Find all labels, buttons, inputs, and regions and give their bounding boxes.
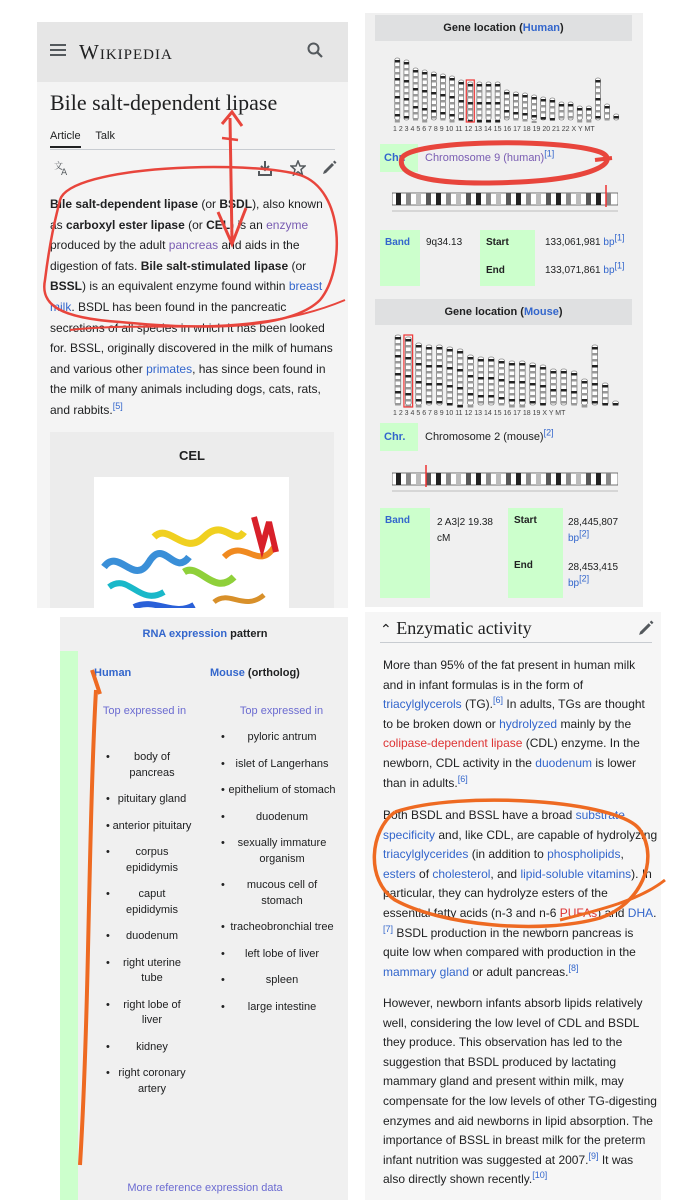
chromosome-ideogram — [447, 347, 453, 406]
wikipedia-logo[interactable]: Wikipedia — [79, 40, 173, 64]
link-bp[interactable]: bp — [603, 237, 615, 248]
band-segment — [446, 473, 451, 485]
reference-link[interactable]: [1] — [614, 260, 625, 271]
tissue-list-item: • pyloric antrum — [227, 730, 337, 746]
chromosome-ideogram — [395, 58, 400, 123]
link-bp[interactable]: bp — [603, 265, 615, 276]
band-segment — [516, 473, 521, 485]
link-primates[interactable]: primates — [146, 361, 193, 376]
text: , — [620, 847, 624, 862]
band-segment — [536, 193, 541, 205]
ortholog-text: (ortholog) — [244, 667, 300, 679]
chromosome-ideogram — [561, 369, 567, 405]
page-title: Bile salt-dependent lipase — [50, 90, 278, 115]
search-icon[interactable] — [307, 42, 323, 58]
link-duodenum[interactable]: duodenum — [535, 755, 593, 770]
band-segment — [536, 473, 541, 485]
text: (CDL) enzyme. In the newborn, CDL activity in the — [383, 736, 640, 770]
mouse-band-ideogram[interactable] — [392, 463, 618, 501]
band-segment — [556, 193, 561, 205]
link-rna-expression[interactable]: RNA expression — [142, 628, 228, 640]
text: , and — [490, 866, 521, 881]
band-label: Band — [385, 237, 410, 248]
link-mammary-gland[interactable]: mammary gland — [383, 964, 470, 979]
band-segment — [586, 193, 591, 205]
green-side-bar — [60, 651, 78, 1200]
text: In adults, TGs are thought to be broken down or — [383, 697, 645, 731]
header-text: ) — [558, 306, 563, 318]
more-expression-data-link[interactable]: More reference expression data — [127, 1182, 283, 1194]
text: produced by the adult — [50, 238, 169, 253]
end-value — [568, 560, 623, 592]
human-band-ideogram[interactable] — [392, 183, 618, 221]
reference-link[interactable]: [2] — [579, 573, 590, 584]
band-segment — [526, 193, 531, 205]
header-bar — [37, 22, 348, 82]
link-dha[interactable]: DHA — [627, 905, 654, 920]
text: ) and — [597, 905, 628, 920]
chromosome-ideogram — [540, 365, 546, 406]
edit-pencil-icon[interactable] — [322, 160, 337, 175]
band-segment — [396, 473, 401, 485]
band-segment — [456, 193, 461, 205]
link-cholesterol[interactable]: cholesterol — [432, 866, 491, 881]
chromosome-ideogram — [466, 80, 474, 123]
chromosome-ideogram — [459, 80, 464, 121]
tissue-list-item: • pituitary gland — [112, 792, 192, 808]
band-segment — [456, 473, 461, 485]
chromosome-ideogram — [431, 72, 436, 120]
chromosome-ideogram — [468, 355, 474, 408]
chromosome-ideogram — [440, 74, 445, 121]
text: (in addition to — [468, 847, 548, 862]
term-bssl: Bile salt-stimulated lipase — [140, 258, 289, 273]
text: (or — [198, 197, 220, 211]
tab-article[interactable]: Article — [50, 130, 81, 148]
text: ) is an equivalent enzyme found within — [82, 279, 289, 294]
start-value — [545, 232, 625, 248]
chromosome-ideogram — [602, 383, 608, 406]
tissue-list-item: • anterior pituitary — [112, 819, 192, 835]
text: (TG). — [461, 697, 494, 712]
protein-structure-image[interactable] — [94, 477, 289, 608]
mouse-chromosome-numbers: 1 2 3 4 5 6 7 8 9 10 11 12 13 14 15 16 17 18 19 X Y MT — [393, 410, 566, 417]
band-segment — [496, 193, 501, 205]
band-segment — [446, 193, 451, 205]
chromosome-ideogram — [486, 82, 491, 123]
band-segment — [576, 193, 581, 205]
gene-location-panel — [365, 13, 643, 607]
reference-link[interactable]: [6] — [493, 695, 504, 706]
download-icon[interactable] — [258, 160, 272, 176]
tissue-list-item: • caput epididymis — [112, 887, 192, 918]
header-text: Gene location ( — [444, 306, 524, 318]
section-heading[interactable] — [380, 618, 532, 639]
link-lipid-soluble-vitamins[interactable]: lipid-soluble vitamins — [520, 866, 632, 881]
chromosome-ideogram — [595, 78, 600, 120]
band-segment — [496, 473, 501, 485]
link-colipase-dependent-lipase[interactable]: colipase-dependent lipase — [383, 736, 523, 751]
link-human[interactable]: Human — [522, 22, 561, 34]
end-number: 133,071,861 — [545, 265, 601, 276]
chromosome-ideogram — [457, 349, 463, 408]
tissue-list-item: • kidney — [112, 1040, 192, 1056]
chromosome-ideogram — [495, 82, 500, 123]
chr-value — [425, 423, 554, 451]
band-segment — [506, 473, 511, 485]
human-chromosome-numbers: 1 2 3 4 5 6 7 8 9 10 11 12 13 14 15 16 17 18 19 20 21 22 X Y MT — [393, 126, 595, 133]
tabs-divider — [50, 149, 335, 150]
svg-text:A: A — [61, 168, 68, 176]
band-value: 2 A3|2 19.38 cM — [437, 517, 493, 544]
band-segment — [476, 193, 481, 205]
link-triacylglycerides[interactable]: triacylglycerides — [383, 847, 469, 862]
reference-link[interactable]: [8] — [568, 962, 579, 973]
band-segment — [546, 193, 551, 205]
tissue-list-item: • right uterine tube — [112, 956, 192, 987]
section-title: Enzymatic activity — [396, 618, 532, 638]
chromosome-ideogram — [416, 343, 422, 408]
band-segment — [476, 473, 481, 485]
tissue-list-item: • epithelium of stomach — [227, 783, 337, 799]
band-segment — [606, 473, 611, 485]
chromosome-ideogram — [426, 345, 432, 405]
band-segment — [406, 473, 411, 485]
mouse-chr-row — [375, 423, 632, 451]
term-cel-full: carboxyl ester lipase — [66, 217, 185, 232]
infobox — [50, 432, 334, 608]
chromosome-ideogram — [513, 92, 518, 121]
paragraph-2 — [383, 806, 658, 982]
mouse-karyotype[interactable] — [393, 333, 621, 413]
band-segment — [546, 473, 551, 485]
chromosome-ideogram — [530, 363, 536, 405]
reference-link[interactable]: [6] — [457, 773, 468, 784]
end-number: 28,453,415 — [568, 562, 619, 573]
tissue-list-item: • right coronary artery — [112, 1066, 192, 1097]
tissue-list-item: • duodenum — [227, 810, 337, 826]
reference-link[interactable]: [2] — [543, 427, 554, 438]
watch-star-icon[interactable] — [290, 160, 306, 176]
start-label: Start — [486, 237, 509, 248]
band-label: Band — [385, 515, 410, 526]
link-mouse[interactable]: Mouse — [210, 667, 245, 679]
band-segment — [396, 193, 401, 205]
text: ), also known as — [50, 197, 323, 232]
end-label: End — [514, 560, 533, 571]
header-text: Gene location ( — [443, 22, 523, 34]
svg-text:文: 文 — [54, 162, 64, 172]
heading-divider — [380, 642, 652, 643]
tissue-list-item: • duodenum — [112, 929, 192, 945]
link-bp[interactable]: bp — [568, 578, 580, 589]
text: , has since been found in the milk of many animals including dogs, cats, rats, and rabbits. — [50, 361, 326, 417]
text: of — [415, 866, 433, 881]
chromosome-ideogram — [437, 345, 443, 405]
text: However, newborn infants absorb lipids relatively well, considering the low level of CDL and BSDL they produce. This observation has led to the suggestion that BSDL produced by lactating mammary gland and present within milk, may compensate for the low levels of other TG-digesting enzymes and aid newborns in lipid absorption. The importance of BSSL in breast milk for the preterm infant nutrition was suggested at 2007. — [383, 996, 657, 1167]
language-icon[interactable] — [54, 160, 70, 176]
text: BSDL production in the newborn pancreas is quite low when compared with production in the — [383, 925, 636, 960]
tissue-list-item: • large intestine — [227, 1000, 337, 1016]
band-segment — [586, 473, 591, 485]
start-value — [568, 515, 623, 547]
text: or adult pancreas. — [469, 964, 569, 979]
rna-expression-panel — [37, 617, 348, 1200]
text: and, like CDL, are capable of hydrolyzing — [435, 827, 658, 842]
link-enzyme[interactable]: enzyme — [266, 217, 309, 232]
link-phospholipids[interactable]: phospholipids — [547, 847, 621, 862]
chromosome-ideogram — [613, 401, 619, 406]
text: (or — [288, 258, 307, 273]
link-human[interactable]: Human — [94, 667, 132, 679]
text: . BSDL has been found in the pancreatic secretions of all species in which it has been looked for. BSSL, originally discovered in the milk of humans and various other — [50, 299, 333, 376]
text: (or — [184, 217, 207, 232]
band-segment — [406, 193, 411, 205]
enzymatic-activity-panel — [365, 612, 661, 1200]
chromosome-ideogram — [488, 357, 494, 405]
end-value — [545, 260, 625, 276]
tissue-list-item: • corpus epididymis — [112, 845, 192, 876]
band-segment — [576, 473, 581, 485]
text: . — [653, 905, 657, 920]
chromosome-ideogram — [450, 76, 455, 123]
paragraph-1 — [383, 656, 658, 793]
band-segment — [466, 193, 471, 205]
chromosome-ideogram — [499, 359, 505, 406]
term-bsdl: Bile salt-dependent lipase — [50, 197, 199, 211]
rna-expression-header — [60, 628, 348, 640]
paragraph-3 — [383, 994, 658, 1190]
link-esters[interactable]: esters — [383, 866, 416, 881]
band-value: 9q34.13 — [426, 237, 463, 248]
band-segment — [486, 193, 491, 205]
text: It was also directly shown recently. — [383, 1152, 634, 1187]
text: ). In particular, they can hydrolyze esters of the essential fatty acids (n-3 and n-6 — [383, 866, 652, 920]
human-karyotype[interactable] — [393, 48, 621, 123]
mouse-tissue-list — [227, 730, 337, 1026]
article-panel — [37, 22, 348, 608]
protein-ribbon-illustration — [94, 477, 289, 608]
band-segment — [436, 473, 441, 485]
chromosome-ideogram — [571, 371, 577, 406]
term-cel: CEL — [206, 217, 231, 232]
link-mouse[interactable]: Mouse — [523, 306, 559, 318]
chromosome-ideogram — [395, 335, 401, 406]
band-segment — [556, 473, 561, 485]
start-number: 28,445,807 — [568, 517, 619, 528]
reference-link[interactable]: [2] — [579, 528, 590, 539]
chromosome-ideogram — [577, 106, 582, 123]
header-text: pattern — [227, 628, 268, 640]
chromosome-ideogram — [532, 95, 537, 123]
chromosome-ideogram — [550, 98, 555, 121]
chromosome-ideogram — [605, 104, 610, 121]
band-bar — [392, 193, 618, 205]
chromosome-ideogram — [582, 379, 588, 408]
chromosome-ideogram — [586, 106, 591, 123]
band-segment — [566, 473, 571, 485]
tissue-list-item: • right lobe of liver — [112, 998, 192, 1029]
chevron-up-icon[interactable]: ⌃ — [380, 622, 392, 638]
tissue-list-item: • left lobe of liver — [227, 947, 337, 963]
mouse-top-expressed-link[interactable]: Top expressed in — [239, 705, 324, 717]
band-segment — [566, 193, 571, 205]
reference-link[interactable]: [7] — [383, 923, 394, 934]
link-pancreas[interactable]: pancreas — [168, 238, 219, 253]
reference-link[interactable]: [9] — [588, 1150, 599, 1161]
tissue-list-item: • body of pancreas — [112, 750, 192, 781]
human-top-expressed-link[interactable]: Top expressed in — [102, 705, 187, 717]
link-substrate-specificity[interactable]: substrate specificity — [383, 808, 625, 842]
tissue-list-item: • mucous cell of stomach — [227, 878, 337, 909]
band-segment — [596, 193, 601, 205]
chromosome-ideogram — [478, 357, 484, 405]
link-hydrolyzed[interactable]: hydrolyzed — [499, 716, 558, 731]
chr-value — [425, 144, 554, 172]
mouse-location-table — [380, 508, 625, 598]
chromosome-ideogram — [509, 361, 515, 408]
chromosome-ideogram — [422, 70, 427, 123]
chromosome-ideogram — [614, 114, 619, 120]
band-segment — [436, 193, 441, 205]
text: ) is an — [230, 217, 267, 232]
chromosome-ideogram — [568, 102, 573, 120]
chromosome-ideogram — [592, 345, 598, 405]
human-location-table — [380, 230, 625, 286]
chromosome-ideogram — [519, 361, 525, 408]
band-segment — [526, 473, 531, 485]
link-triacylglycerols[interactable]: triacylglycerols — [383, 697, 462, 712]
mouse-column-header — [210, 667, 300, 679]
link-chromosome-9[interactable]: Chromosome 9 (human) — [425, 152, 545, 164]
link-pufas[interactable]: PUFAs — [559, 905, 598, 920]
tab-talk[interactable]: Talk — [95, 130, 115, 142]
chromosome-ideogram — [404, 60, 409, 120]
text: mainly by the — [557, 716, 632, 731]
start-label: Start — [514, 515, 537, 526]
link-bp[interactable]: bp — [568, 533, 580, 544]
human-tissue-list — [112, 750, 192, 1108]
tissue-list-item: • spleen — [227, 973, 337, 989]
tissue-list-item: • tracheobronchial tree — [227, 920, 337, 936]
start-number: 133,061,981 — [545, 237, 601, 248]
band-segment — [486, 473, 491, 485]
term-bssl-abbr: BSSL — [50, 279, 83, 294]
chromosome-ideogram — [523, 93, 528, 122]
band-segment — [466, 473, 471, 485]
reference-link[interactable]: [5] — [112, 400, 123, 411]
edit-pencil-icon[interactable] — [638, 620, 654, 636]
band-segment — [596, 473, 601, 485]
chromosome-ideogram — [551, 369, 557, 405]
term-bsdl-abbr: BSDL — [219, 197, 253, 211]
text: Both BSDL and BSSL have a broad — [383, 808, 576, 822]
human-chr-row — [375, 144, 632, 172]
menu-icon[interactable] — [50, 44, 66, 56]
tissue-list-item: • sexually immature organism — [227, 836, 337, 867]
chromosome-ideogram — [559, 102, 564, 120]
band-segment — [426, 193, 431, 205]
text: More than 95% of the fat present in human milk and in infant formulas is in the form of — [383, 658, 636, 692]
chromosome-ideogram — [413, 68, 418, 121]
end-label: End — [486, 265, 505, 276]
band-segment — [506, 193, 511, 205]
text: and aids in the digestion of fats. — [50, 238, 300, 273]
reference-link[interactable]: [10] — [532, 1170, 548, 1181]
lead-paragraph — [50, 194, 337, 421]
page-toolbar — [50, 160, 335, 178]
band-segment — [416, 473, 421, 485]
header-text: ) — [560, 22, 564, 34]
page-tabs — [50, 130, 127, 142]
band-segment — [416, 193, 421, 205]
chromosome-ideogram — [541, 97, 546, 120]
tissue-list-item: • islet of Langerhans — [227, 757, 337, 773]
chr-label: Chr. — [380, 423, 418, 451]
chromosome-ideogram — [404, 335, 413, 408]
gene-location-human-header — [375, 15, 632, 41]
chromosome-2-text: Chromosome 2 (mouse) — [425, 431, 544, 443]
infobox-title: CEL — [179, 448, 205, 463]
chromosome-ideogram — [477, 82, 482, 123]
text: is lower than in adults. — [383, 755, 637, 790]
chr-label: Chr. — [380, 144, 418, 172]
chromosome-ideogram — [504, 90, 509, 120]
reference-link[interactable]: [1] — [614, 232, 625, 243]
gene-location-mouse-header — [375, 299, 632, 325]
reference-link[interactable]: [1] — [544, 148, 555, 159]
band-segment — [516, 193, 521, 205]
link-breast-milk[interactable]: breast milk — [50, 279, 323, 314]
